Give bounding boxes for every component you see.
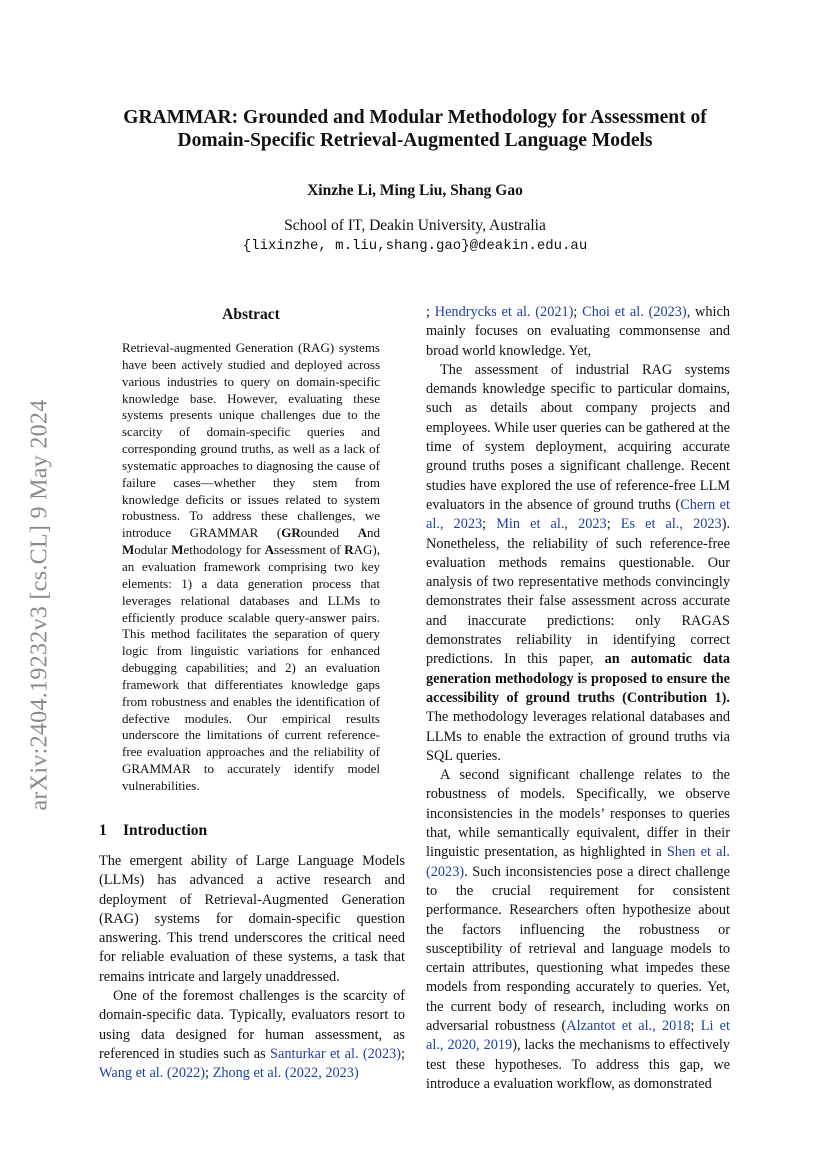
paragraph-text: A second significant challenge relates to the robustness of models. Specifically, we observe inconsistencies in the models’ responses to queries that, while semantically equivalent, differ in their linguistic presentation, as highlighted in: [426, 767, 730, 861]
paragraph-text: ). Nonetheless, the reliability of such reference-free evaluation methods remains questionable. Our analysis of two representative methods convincingly demonstrates their false assessment across accurate and inaccurate predictions: only RAGAS demonstrates reliability in identifying correct predictions. In this paper,: [426, 516, 731, 668]
citation-link-li[interactable]: Li et al., 2020, 2019: [426, 1017, 730, 1054]
arxiv-sidebar-stamp: [20, 360, 60, 850]
title-line-1: GRAMMAR: Grounded and Modular Methodology for Assessment of: [123, 107, 707, 128]
right-column-body: [426, 303, 730, 1094]
citation-link-alzantot[interactable]: Alzantot et al., 2018: [566, 1017, 691, 1034]
title-line-2: Domain-Specific Retrieval-Augmented Language Models: [177, 130, 653, 151]
citation-separator: ;: [482, 516, 497, 533]
author-list: Xinzhe Li, Ming Liu, Shang Gao: [307, 182, 523, 199]
paragraph-text: The assessment of industrial RAG systems demands knowledge specific to particular domains, such as details about company projects and employees. While user queries can be gathered at the time of system deployment, acquiring accurate ground truths poses a significant challenge. Recent studies have explored the use of reference-free LLM evaluators in the absence of ground truths (: [426, 361, 730, 513]
affiliation: School of IT, Deakin University, Australia: [284, 217, 546, 234]
citation-link-es[interactable]: Es et al., 2023: [620, 516, 722, 533]
citation-link-wang[interactable]: Wang et al. (2022): [99, 1065, 206, 1082]
intro-paragraph-2-continued: [426, 303, 730, 361]
section-number: 1: [99, 822, 107, 839]
citation-separator: ;: [690, 1017, 701, 1034]
contribution-1-highlight: an automatic data generation methodology is proposed to ensure the accessibility of ground truths (Contribution 1).: [426, 651, 731, 706]
acronym-as: A: [264, 542, 274, 558]
paragraph-text: ), lacks the mechanisms to effectively test these hypotheses. To address this gap, we introduce a evaluation workflow, as domonstrated: [426, 1037, 730, 1092]
acronym-rest: ethodology for: [183, 542, 265, 558]
left-column-body: [99, 852, 405, 1084]
acronym-me: M: [171, 542, 184, 558]
citation-link-chern[interactable]: Chern et al., 2023: [426, 496, 730, 533]
affiliation-block: [90, 216, 740, 256]
acronym-rest: nd: [367, 525, 380, 541]
abstract-heading: Abstract: [222, 306, 280, 323]
paragraph-text: . Such inconsistencies pose a direct challenge to the crucial requirement for consistent performance. Researchers often hypothesize about the factors influencing the robustness or susceptibility of retrieval and language models to certain attributes, questioning what impedes these models from responding accurately to queries. Yet, the current body of research, including works on adversarial robustness (: [426, 863, 730, 1034]
author-email: {lixinzhe, m.liu,shang.gao}@deakin.edu.au: [242, 238, 588, 254]
section-title: Introduction: [123, 822, 208, 839]
paragraph-text: The methodology leverages relational databases and LLMs to enable the extraction of ground truths via SQL queries.: [426, 709, 730, 764]
acronym-a: A: [357, 525, 367, 541]
citation-separator: ;: [606, 516, 621, 533]
arxiv-identifier: arXiv:2404.19232v3 [cs.CL] 9 May 2024: [26, 399, 53, 811]
section-heading-introduction: [99, 822, 207, 840]
acronym-rest: ssessment of: [273, 542, 345, 558]
acronym-rest: odular: [134, 542, 172, 558]
citation-separator: ;: [426, 304, 435, 320]
intro-paragraph-2: [99, 987, 405, 1083]
abstract-body: [122, 340, 380, 795]
paper-title: [90, 106, 740, 152]
acronym-rest: ounded: [300, 525, 358, 541]
citation-link-min[interactable]: Min et al., 2023: [496, 516, 607, 533]
intro-paragraph-1: The emergent ability of Large Language Models (LLMs) has advanced a active research and deployment of Retrieval-Augmented Generation (RAG) systems for domain-specific question answering. This trend underscores the critical need for reliable evaluation of these systems, a task that remains intricate and largely unaddressed.: [99, 853, 405, 985]
intro-paragraph-4: [426, 766, 730, 1094]
paragraph-text: , which mainly focuses on evaluating commonsense and broad world knowledge. Yet,: [426, 304, 730, 359]
acronym-gr: GR: [281, 525, 301, 541]
paragraph-text: One of the foremost challenges is the scarcity of domain-specific data. Typically, evaluators resort to using data designed for human assessment, as referenced in studies such as: [99, 988, 405, 1062]
citation-separator: ;: [401, 1045, 405, 1062]
citation-separator: ;: [573, 304, 583, 320]
citation-link-choi[interactable]: Choi et al. (2023): [582, 304, 687, 320]
acronym-m: M: [122, 542, 135, 558]
citation-link-shen[interactable]: Shen et al. (2023): [426, 844, 731, 880]
citation-separator: ;: [205, 1065, 213, 1082]
intro-paragraph-3: [426, 361, 730, 766]
citation-link-santurkar[interactable]: Santurkar et al. (2023): [270, 1045, 401, 1062]
abstract-text-1: Retrieval-augmented Generation (RAG) systems have been actively studied and deployed across various industries to query on domain-specific knowledge base. However, evaluating these systems presents unique challenges due to the scarcity of domain-specific queries and corresponding ground truths, as well as a lack of systematic approaches to diagnosing the cause of failure cases—whether they stem from knowledge deficits or issues related to system robustness. To address these challenges, we introduce GRAMMAR (: [122, 340, 380, 541]
citation-link-hendrycks[interactable]: Hendrycks et al. (2021): [434, 304, 574, 320]
acronym-r: R: [344, 542, 354, 558]
abstract-text-2: AG), an evaluation framework comprising two key elements: 1) a data generation process that leverages relational databases and LLMs to efficiently produce scalable query-answer pairs. This method facilitates the separation of query logic from linguistic variations for enhanced debugging capabilities; and 2) an evaluation framework that differentiates knowledge gaps from robustness and enables the identification of defective modules. Our empirical results underscore the limitations of current reference-free evaluation approaches and the reliability of GRAMMAR to accurately identify model vulnerabilities.: [122, 542, 380, 793]
citation-link-zhong[interactable]: Zhong et al. (2022, 2023): [212, 1065, 359, 1082]
